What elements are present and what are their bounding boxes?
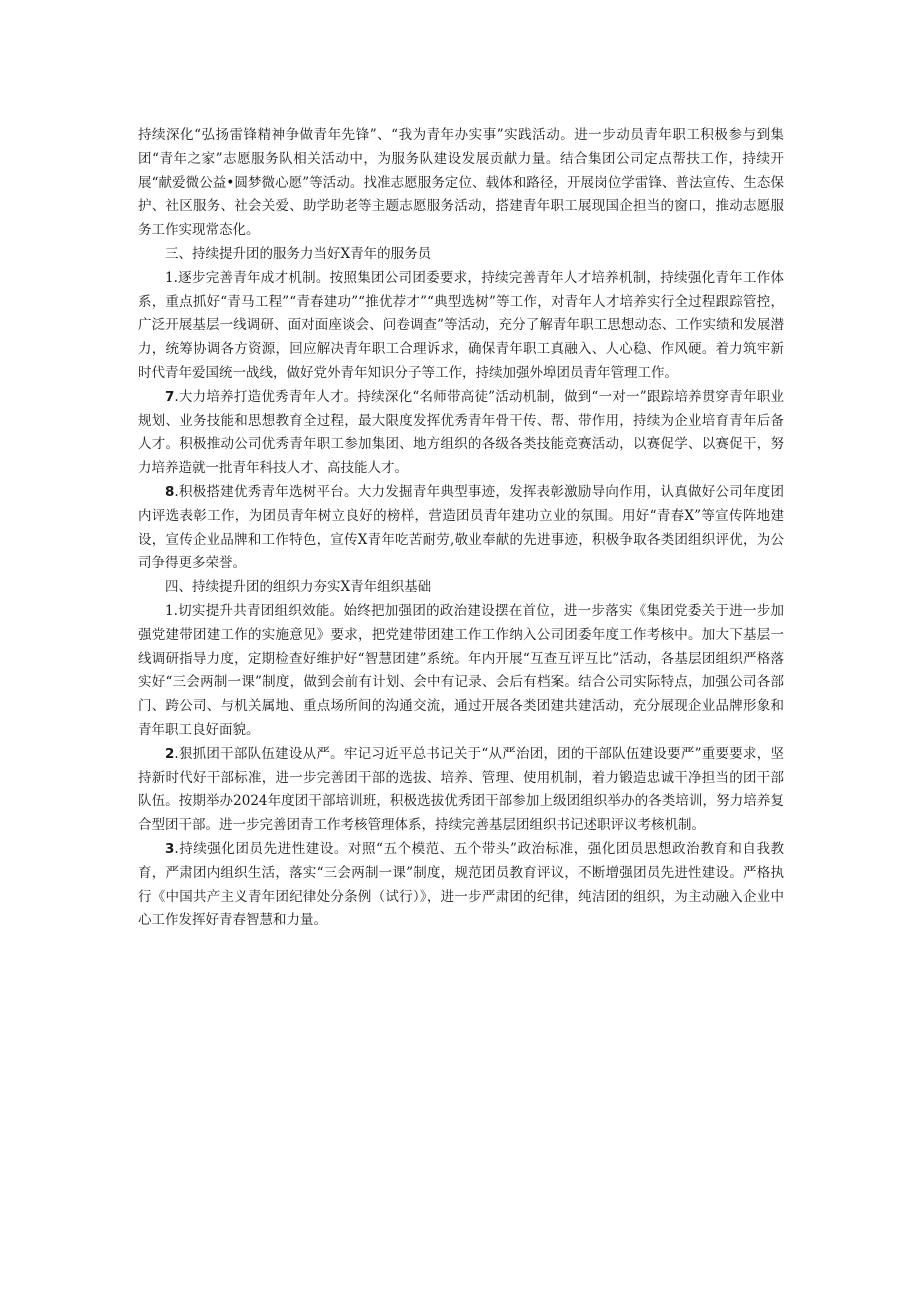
paragraph-text: .持续强化团员先进性建设。对照“五个模范、五个带头”政治标准，强化团员思想政治教育和自我教育，严肃团内组织生活，落实“三会两制一课”制度，规范团员教育评议，不断增强团员先进性建设。严格执行《中国共产主义青年团纪律处分条例（试行）》，进一步严肃团的纪律，纯洁团的组织，为主动融入企业中心工作发挥好青春智慧和力量。	[138, 840, 784, 929]
paragraph-cadre-building	[138, 743, 784, 838]
paragraph-member-advancement	[138, 838, 784, 933]
item-number: 7	[165, 388, 175, 405]
item-number: 3	[165, 840, 175, 857]
paragraph-talent-mechanism: 1.逐步完善青年成才机制。按照集团公司团委要求，持续完善青年人才培养机制，持续强化青年工作体系，重点抓好“青马工程”“青春建功”“推优荐才”“典型选树”等工作，对青年人才培养实行全过程跟踪管控，广泛开展基层一线调研、面对面座谈会、问卷调查”等活动，充分了解青年职工思想动态、工作实绩和发展潜力，统筹协调各方资源，回应解决青年职工合理诉求，确保青年职工真融入、人心稳、作风硬。着力筑牢新时代青年爱国统一战线，做好党外青年知识分子等工作，持续加强外埠团员青年管理工作。	[138, 269, 784, 381]
item-number: 8	[165, 483, 175, 500]
paragraph-text: .狠抓团干部队伍建设从严。牢记习近平总书记关于“从严治团，团的干部队伍建设要严”重要要求，坚持新时代好干部标准，进一步完善团干部的选拔、培养、管理、使用机制，着力锻造忠诚干净担当的团干部队伍。按期举办2024年度团干部培训班，积极选拔优秀团干部参加上级团组织举办的各类培训，努力培养复合型团干部。进一步完善团青工作考核管理体系，持续完善基层团组织书记述职评议考核机制。	[138, 745, 784, 834]
item-number: 2	[165, 745, 175, 762]
paragraph-volunteer-service: 持续深化“弘扬雷锋精神争做青年先锋”、“我为青年办实事”实践活动。进一步动员青年职工积极参与到集团“青年之家”志愿服务队相关活动中，为服务队建设发展贡献力量。结合集团公司定点帮扶工作，持续开展“献爱微公益•圆梦微心愿”等活动。找准志愿服务定位、载体和路径，开展岗位学雷锋、普法宣传、生态保护、社区服务、社会关爱、助学助老等主题志愿服务活动，搭建青年职工展现国企担当的窗口，推动志愿服务工作实现常态化。	[138, 127, 784, 239]
paragraph-cultivate-talent	[138, 386, 784, 481]
section-heading-3: 三、持续提升团的服务力当好X青年的服务员	[165, 245, 432, 262]
paragraph-text: .大力培养打造优秀青年人才。持续深化“名师带高徒”活动机制，做到“一对一”跟踪培养贯穿青年职业规划、业务技能和思想教育全过程，最大限度发挥优秀青年骨干传、帮、带作用，持续为企业培育青年后备人才。积极推动公司优秀青年职工参加集团、地方组织的各级各类技能竞赛活动，以赛促学、以赛促干，努力培养造就一批青年科技人才、高技能人才。	[138, 388, 784, 477]
document-page	[138, 124, 784, 933]
section-heading-4: 四、持续提升团的组织力夯实X青年组织基础	[165, 579, 432, 596]
paragraph-organization-efficiency: 1.切实提升共青团组织效能。始终把加强团的政治建设摆在首位，进一步落实《集团党委关于进一步加强党建带团建工作的实施意见》要求，把党建带团建工作工作纳入公司团委年度工作考核中。加大下基层一线调研指导力度，定期检查好维护好“智慧团建”系统。年内开展“互查互评互比”活动，各基层团组织严格落实好“三会两制一课”制度，做到会前有计划、会中有记录、会后有档案。结合公司实际特点，加强公司各部门、跨公司、与机关属地、重点场所间的沟通交流，通过开展各类团建共建活动，充分展现企业品牌形象和青年职工良好面貌。	[138, 602, 784, 738]
paragraph-text: .积极搭建优秀青年选树平台。大力发掘青年典型事迹，发挥表彰激励导向作用，认真做好公司年度团内评选表彰工作，为团员青年树立良好的榜样，营造团员青年建功立业的氛围。用好“青春X”等宣传阵地建设，宣传企业品牌和工作特色，宣传X青年吃苦耐劳,敬业奉献的先进事迹，积极争取各类团组织评优，为公司争得更多荣誉。	[138, 483, 784, 572]
paragraph-role-model-platform	[138, 481, 784, 576]
